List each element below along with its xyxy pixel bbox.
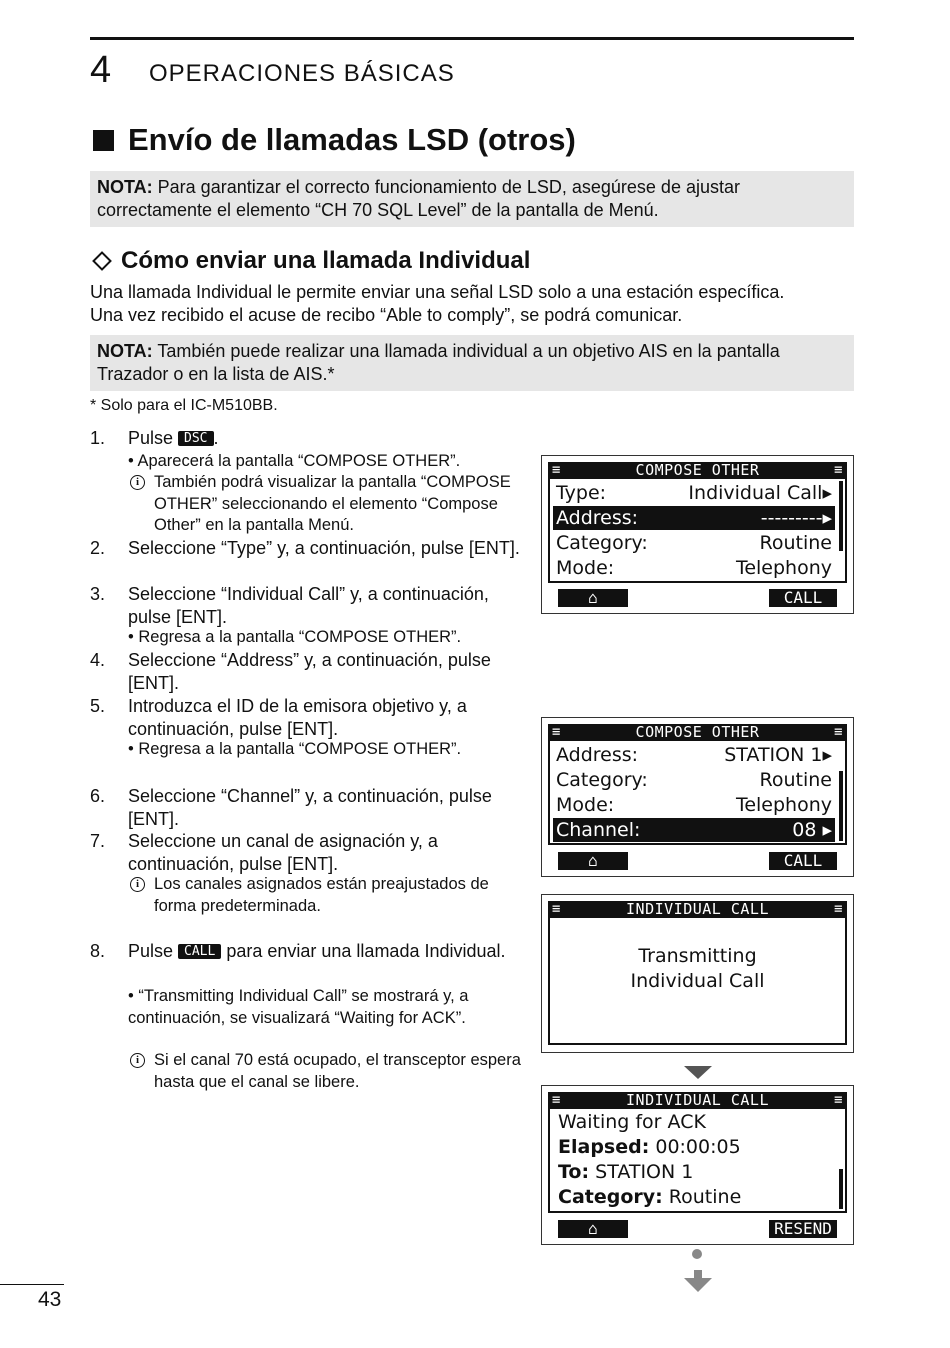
scrollbar [839, 771, 843, 841]
note-label-2: NOTA: [97, 341, 153, 361]
menu-icon: ≡ [834, 901, 843, 917]
page-number-rule [0, 1284, 64, 1285]
header-rule [90, 37, 854, 40]
step-8-bullet: • “Transmitting Individual Call” se mostrará y, a continuación, se visualizará “Waiting for ACK”. [128, 987, 469, 1027]
step-3-bullet: • Regresa a la pantalla “COMPOSE OTHER”. [128, 628, 462, 646]
square-bullet-icon [93, 130, 114, 151]
transmitting-line-1: Transmitting [638, 945, 757, 967]
note-box [90, 171, 854, 227]
step-5-number: 5. [90, 696, 106, 716]
step-3-number: 3. [90, 584, 106, 604]
intro-line-1: Una llamada Individual le permite enviar una señal LSD solo a una estación específica. [90, 282, 785, 302]
screen-compose-other-1 [541, 455, 854, 614]
diamond-icon [92, 251, 112, 271]
menu-icon: ≡ [552, 724, 561, 740]
screen-title: INDIVIDUAL CALL [626, 900, 769, 918]
screen-title-bar [548, 724, 847, 741]
call-key: CALL [178, 944, 221, 959]
chapter-number: 4 [90, 49, 112, 91]
step-8-post: para enviar una llamada Individual. [221, 941, 506, 961]
step-5-bullet: • Regresa a la pantalla “COMPOSE OTHER”. [128, 740, 462, 758]
step-7-info-text: Los canales asignados están preajustados de forma predeterminada. [154, 875, 489, 915]
row-channel: Channel: 08 ▸ [553, 818, 835, 842]
screen-body [548, 1109, 847, 1213]
row-category: Category: Routine [556, 532, 832, 554]
menu-icon: ≡ [834, 1092, 843, 1108]
step-8-text [128, 940, 523, 963]
screen-title-bar [548, 462, 847, 479]
screen-title-bar [548, 901, 847, 918]
step-1-post: . [213, 428, 219, 448]
scrollbar [839, 1169, 843, 1209]
step-8-number: 8. [90, 941, 106, 961]
screen-title: COMPOSE OTHER [635, 723, 760, 741]
resend-softkey: RESEND [769, 1220, 837, 1238]
page-number: 43 [38, 1288, 62, 1311]
step-4-number: 4. [90, 650, 106, 670]
screen-body [548, 918, 847, 1045]
home-icon: ⌂ [558, 589, 628, 607]
step-5-text: Introduzca el ID de la emisora objetivo y, a continuación, pulse [ENT]. [128, 696, 467, 739]
menu-icon: ≡ [552, 1092, 561, 1108]
subsection-title [90, 247, 530, 275]
step-1-bullet: • Aparecerá la pantalla “COMPOSE OTHER”. [128, 452, 461, 470]
arrow-down-icon [684, 1270, 712, 1292]
step-7-text: Seleccione un canal de asignación y, a continuación, pulse [ENT]. [128, 831, 438, 874]
note-text-2: También puede realizar una llamada individual a un objetivo AIS en la pantalla Trazador o en la lista de AIS.* [97, 341, 780, 384]
call-softkey: CALL [769, 852, 837, 870]
info-icon: i [130, 1053, 145, 1068]
screen-body [548, 741, 847, 845]
intro-paragraph [90, 281, 854, 327]
note-label: NOTA: [97, 177, 153, 197]
footnote: * Solo para el IC-M510BB. [90, 397, 278, 414]
section-title [90, 122, 576, 158]
home-icon: ⌂ [558, 852, 628, 870]
subsection-title-text: Cómo enviar una llamada Individual [121, 247, 531, 274]
step-1-info [128, 472, 528, 537]
screen-transmitting [541, 894, 854, 1053]
arrow-down-icon [684, 1066, 712, 1079]
step-6-text: Seleccione “Channel” y, a continuación, pulse [ENT]. [128, 786, 492, 829]
step-7-number: 7. [90, 831, 106, 851]
step-2-text: Seleccione “Type” y, a continuación, pulse [ENT]. [128, 538, 520, 558]
screen-compose-other-2 [541, 717, 854, 877]
call-softkey: CALL [769, 589, 837, 607]
step-3-text: Seleccione “Individual Call” y, a continuación, pulse [ENT]. [128, 584, 489, 627]
step-6-number: 6. [90, 786, 106, 806]
section-title-text: Envío de llamadas LSD (otros) [128, 122, 576, 157]
row-mode: Mode: Telephony [556, 557, 832, 579]
step-1-pre: Pulse [128, 428, 179, 448]
scrollbar [839, 481, 843, 551]
screen-body [548, 479, 847, 583]
screen-title-bar [548, 1092, 847, 1109]
continue-dot-icon [692, 1249, 702, 1259]
step-8-info-text: Si el canal 70 está ocupado, el transceptor espera hasta que el canal se libere. [154, 1051, 521, 1091]
menu-icon: ≡ [834, 462, 843, 478]
step-1-text [128, 427, 523, 450]
menu-icon: ≡ [552, 901, 561, 917]
step-1-info-text: También podrá visualizar la pantalla “COMPOSE OTHER” seleccionando el elemento “Compose Other” en la pantalla Menú. [154, 473, 511, 534]
home-icon: ⌂ [558, 1220, 628, 1238]
row-category: Category: Routine [556, 769, 832, 791]
intro-line-2: Una vez recibido el acuse de recibo “Able to comply”, se podrá comunicar. [90, 305, 683, 325]
transmitting-line-2: Individual Call [630, 970, 765, 992]
step-8-info [128, 1050, 528, 1093]
step-1-number: 1. [90, 428, 106, 448]
step-7-info [128, 874, 528, 917]
row-address: Address: STATION 1▸ [556, 744, 832, 766]
screen-title: COMPOSE OTHER [635, 461, 760, 479]
category-line: Category: Routine [558, 1186, 742, 1208]
chapter-title: OPERACIONES BÁSICAS [149, 60, 455, 87]
info-icon: i [130, 877, 145, 892]
screen-title: INDIVIDUAL CALL [626, 1091, 769, 1109]
menu-icon: ≡ [552, 462, 561, 478]
step-8-pre: Pulse [128, 941, 179, 961]
note-text: Para garantizar el correcto funcionamiento de LSD, asegúrese de ajustar correctamente el elemento “CH 70 SQL Level” de la pantalla de Menú. [97, 177, 740, 220]
dsc-key: DSC [178, 431, 213, 446]
screen-waiting-ack [541, 1085, 854, 1245]
row-mode: Mode: Telephony [556, 794, 832, 816]
elapsed-line: Elapsed: 00:00:05 [558, 1136, 741, 1158]
note-box-2 [90, 335, 854, 391]
menu-icon: ≡ [834, 724, 843, 740]
step-2-number: 2. [90, 538, 106, 558]
row-type: Type: Individual Call▸ [556, 482, 832, 504]
row-address: Address: ---------▸ [553, 506, 835, 530]
waiting-line: Waiting for ACK [558, 1111, 706, 1133]
to-line: To: STATION 1 [558, 1161, 694, 1183]
step-4-text: Seleccione “Address” y, a continuación, pulse [ENT]. [128, 650, 491, 693]
info-icon: i [130, 475, 145, 490]
